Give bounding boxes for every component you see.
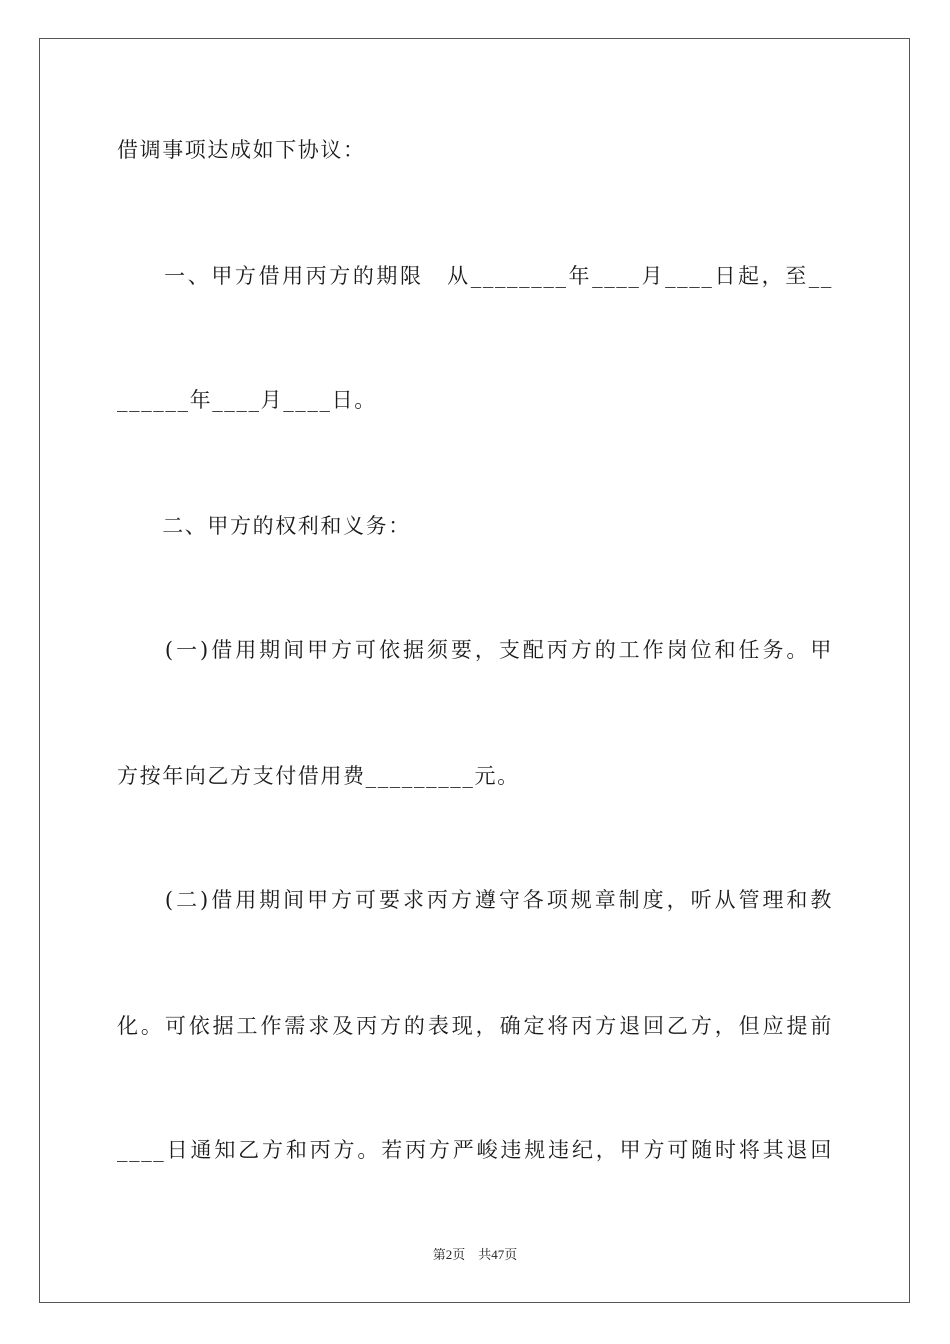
clause-2-1-line-2: 方按年向乙方支付借用费_________元。 <box>117 764 520 788</box>
clause-2-heading: 二、甲方的权利和义务： <box>117 514 411 538</box>
clause-2-2-line-3: ____日通知乙方和丙方。若丙方严峻违规违纪，甲方可随时将其退回 <box>117 1138 833 1162</box>
clause-1-line-2: ______年____月____日。 <box>117 388 377 412</box>
page-number-footer: 第2页 共47页 <box>432 1247 518 1262</box>
page-border <box>39 38 910 1303</box>
clause-1-line-1: 一、甲方借用丙方的期限 从________年____月____日起，至__ <box>117 264 833 288</box>
clause-2-2-line-1: (二)借用期间甲方可要求丙方遵守各项规章制度，听从管理和教 <box>117 888 833 912</box>
paragraph-intro: 借调事项达成如下协议： <box>117 138 366 162</box>
clause-2-2-line-2: 化。可依据工作需求及丙方的表现，确定将丙方退回乙方，但应提前 <box>117 1014 833 1038</box>
clause-2-1-line-1: (一)借用期间甲方可依据须要，支配丙方的工作岗位和任务。甲 <box>117 638 833 662</box>
